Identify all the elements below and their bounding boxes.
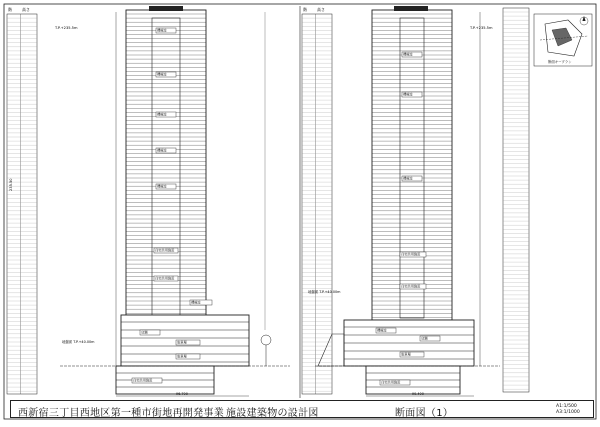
right-room-text: 住宅共用施設 bbox=[401, 252, 421, 257]
keyplan-caption: 断面キープラン bbox=[548, 60, 572, 64]
left-floor-header: 階 bbox=[8, 7, 12, 12]
left-level-table bbox=[7, 14, 37, 394]
left-height-header: 高さ bbox=[22, 7, 30, 12]
right-top-level: T.P.+235.5m bbox=[470, 26, 493, 30]
left-room-text: 駐車場 bbox=[177, 354, 187, 359]
right-room-text: 住宅共用施設 bbox=[401, 284, 421, 289]
keyplan-building bbox=[552, 28, 572, 46]
right-room-text: 機械室 bbox=[403, 176, 413, 181]
left-room-text: 機械室 bbox=[191, 300, 201, 305]
right-section-group bbox=[302, 6, 592, 396]
right-level-table-frame bbox=[302, 14, 332, 394]
right-level-column bbox=[503, 8, 529, 392]
left-tree-icon bbox=[261, 335, 271, 345]
left-room-text: 機械室 bbox=[157, 148, 167, 153]
scale-a3: A3:1/1000 bbox=[556, 410, 580, 415]
right-room-text: 駐車場 bbox=[401, 352, 411, 357]
right-slope bbox=[318, 334, 344, 366]
section-title: 断面図（1） bbox=[395, 408, 454, 419]
right-tower-crown bbox=[394, 6, 428, 11]
left-height-dim: 235.50 bbox=[9, 178, 13, 191]
left-tower-crown bbox=[149, 6, 183, 11]
scale-a1: A1:1/500 bbox=[556, 404, 577, 409]
left-room-text: 機械室 bbox=[157, 28, 167, 33]
right-height-header: 高さ bbox=[317, 7, 325, 12]
right-ground-label: 地盤面 T.P.+40.00m bbox=[308, 290, 341, 294]
right-level-column-rows bbox=[503, 12, 529, 389]
left-section-group bbox=[7, 6, 290, 396]
right-level-table bbox=[302, 14, 332, 394]
right-room-text: 住宅共用施設 bbox=[381, 380, 401, 385]
left-ground-label: 地盤面 T.P.+40.00m bbox=[62, 340, 95, 344]
right-room-text: 機械室 bbox=[403, 92, 413, 97]
left-room-text: 店舗 bbox=[141, 330, 148, 335]
left-room-text: 住宅共用施設 bbox=[155, 276, 175, 281]
right-room-text: 機械室 bbox=[377, 328, 387, 333]
drawing-title: 施設建築物の設計図 bbox=[226, 408, 319, 419]
right-room-text: 機械室 bbox=[403, 52, 413, 57]
left-room-text: 駐車場 bbox=[177, 340, 187, 345]
left-room-text: 機械室 bbox=[157, 72, 167, 77]
left-room-text: 住宅共用施設 bbox=[155, 248, 175, 253]
north-arrow-tip bbox=[582, 16, 585, 21]
left-width-label: 96.700 bbox=[176, 392, 188, 396]
right-floor-header: 階 bbox=[303, 7, 307, 12]
left-level-table-frame bbox=[7, 14, 37, 394]
left-tower bbox=[126, 10, 206, 315]
project-title: 西新宿三丁目西地区第一種市街地再開発事業 bbox=[18, 408, 224, 419]
left-room-text: 住宅共用施設 bbox=[133, 378, 153, 383]
left-room-text: 機械室 bbox=[157, 184, 167, 189]
right-room-text: 店舗 bbox=[421, 336, 428, 341]
left-room-text: 機械室 bbox=[157, 112, 167, 117]
left-top-level: T.P.+235.5m bbox=[55, 26, 78, 30]
right-width-label: 90.400 bbox=[412, 392, 424, 396]
